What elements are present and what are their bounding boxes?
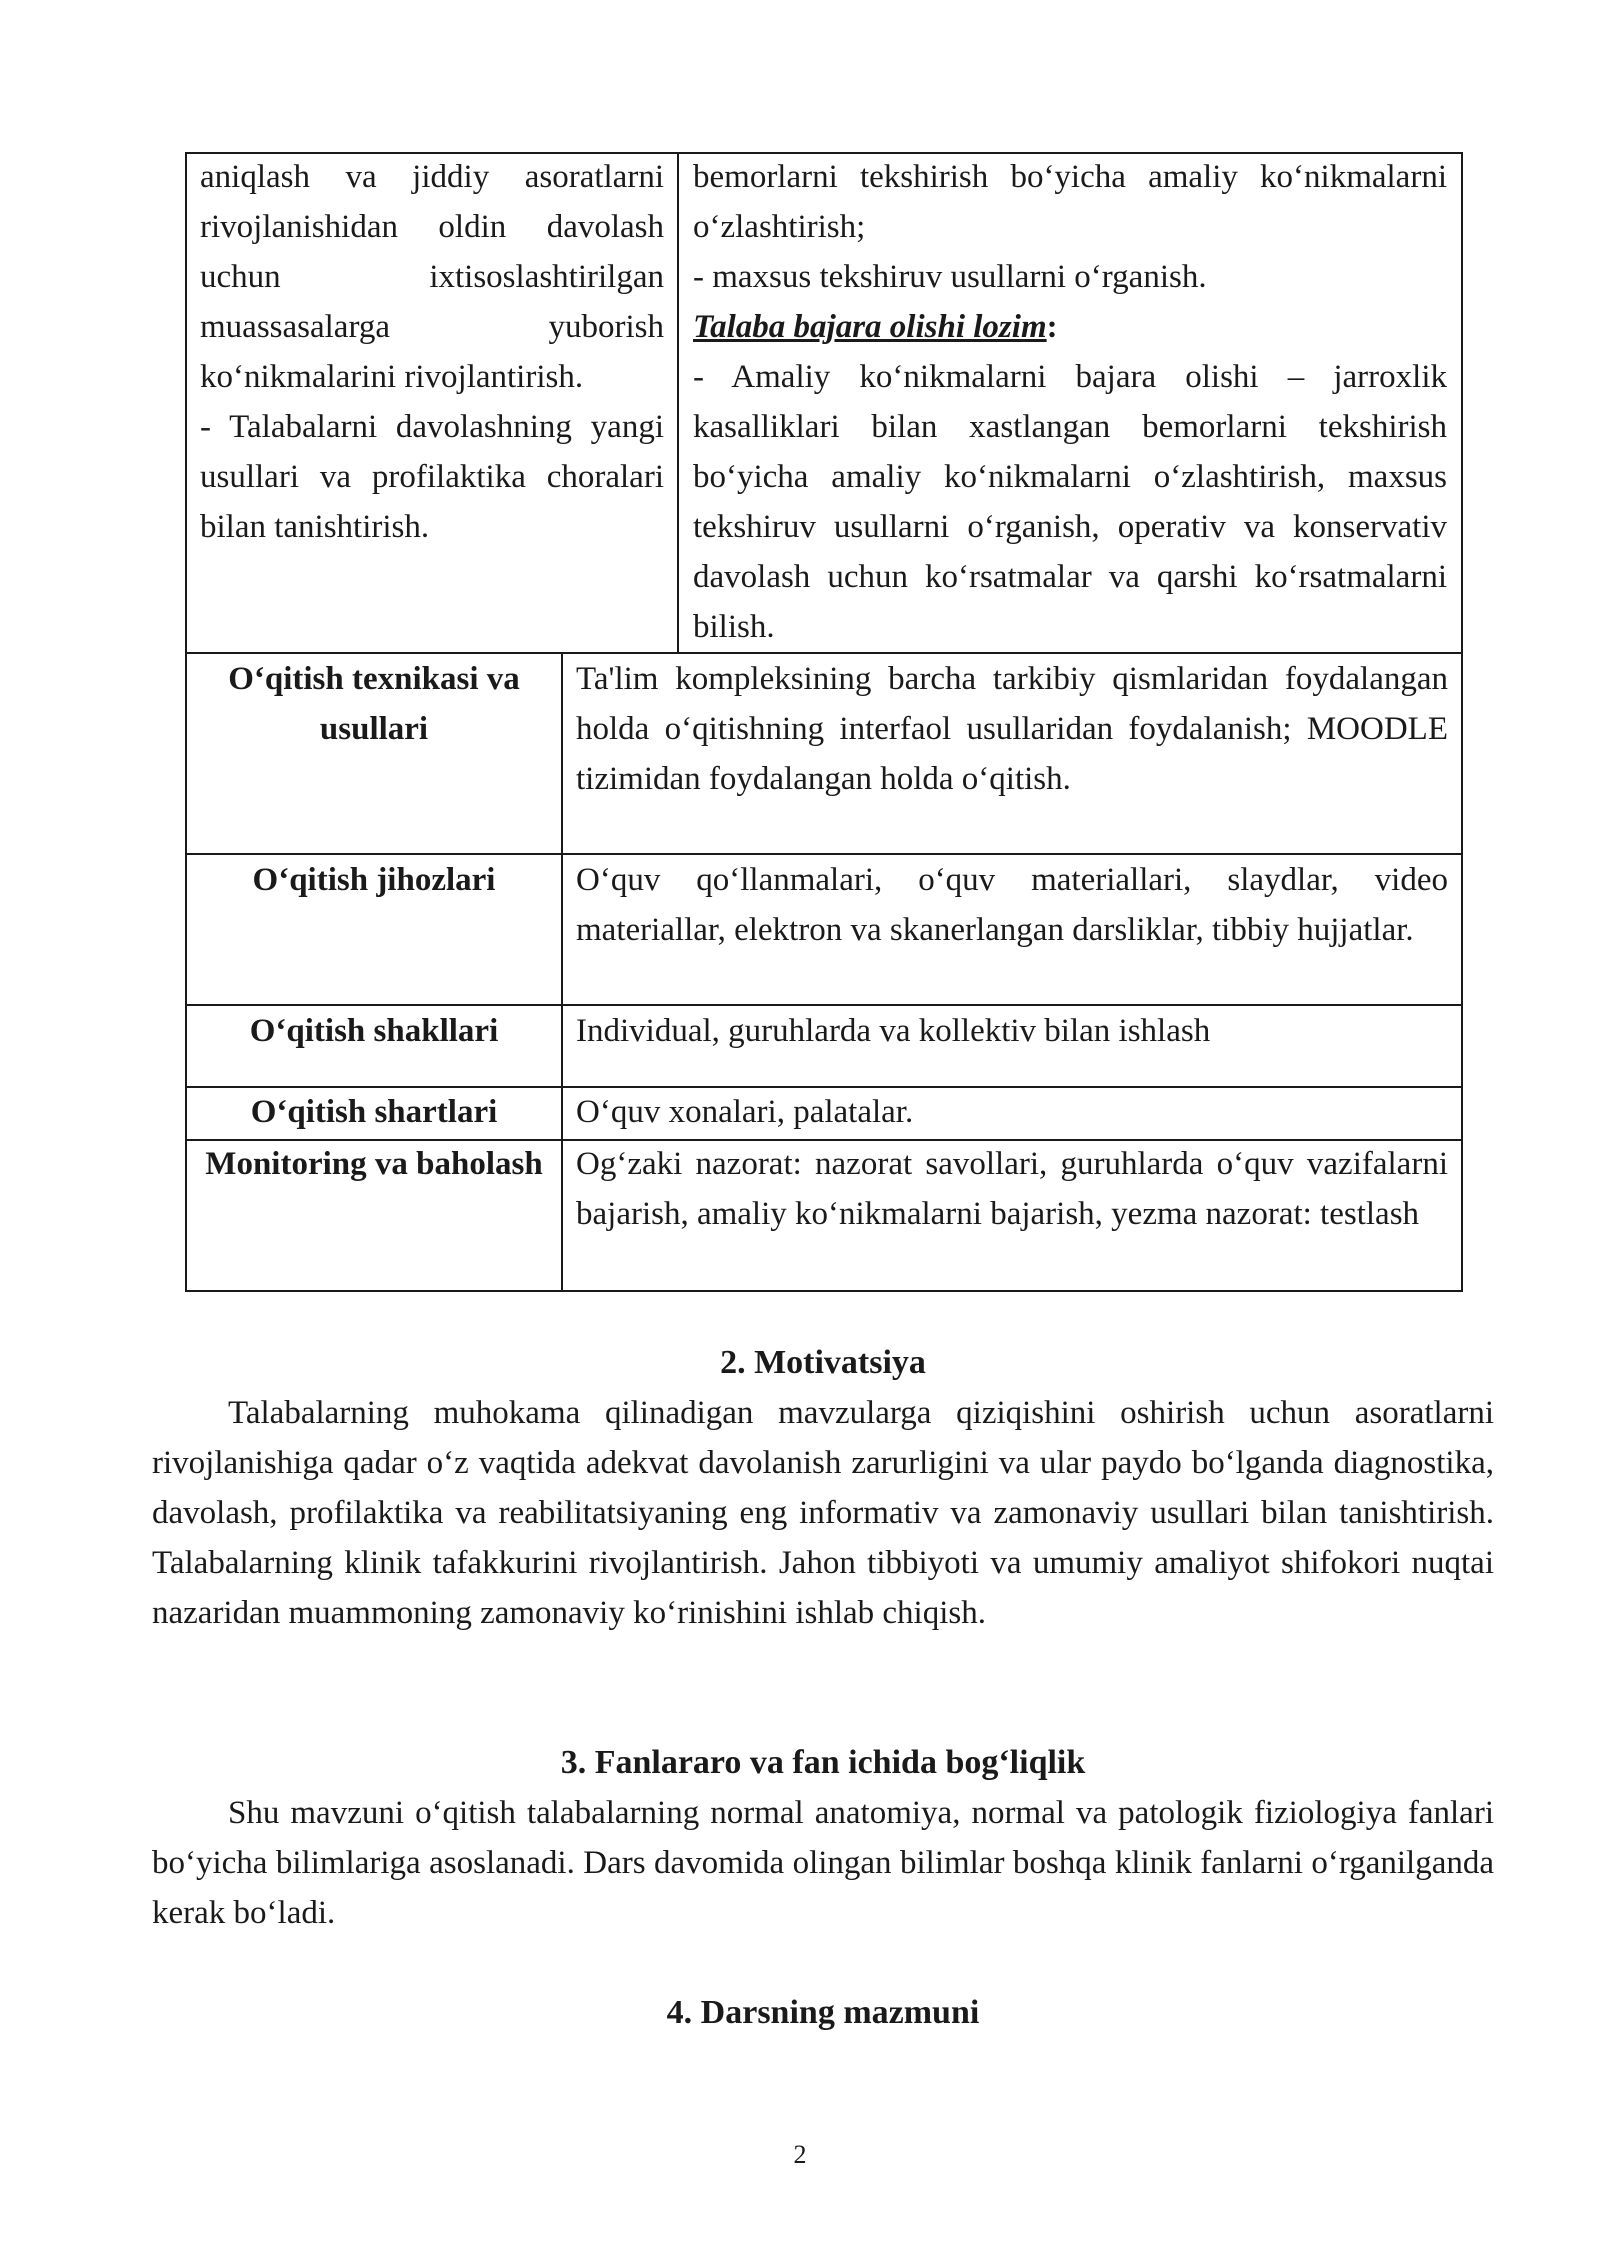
objective-text: bemorlarni tekshirish boʻyicha amaliy koʻnikmalarni oʻzlashtirish; [693, 159, 1447, 245]
student-requirements-heading: Talaba bajara olishi lozim: [693, 309, 1058, 345]
table-column-divider [677, 152, 679, 654]
table-row-value: Ogʻzaki nazorat: nazorat savollari, guruhlarda oʻquv vazifalarni bajarish, amaliy koʻnikmalarni bajarish, yezma nazorat: testlash [576, 1146, 1448, 1232]
table-cell-objectives-left [200, 152, 664, 552]
table-row-value: Oʻquv xonalari, palatalar. [576, 1094, 914, 1130]
table-border-bottom [185, 1290, 1463, 1292]
objective-text: - Talabalarni davolashning yangi usullari va profilaktika choralari bilan tanishtirish. [200, 409, 664, 545]
table-row-label: Oʻqitish shartlari [250, 1094, 498, 1130]
requirements-heading-text: Talaba bajara olishi lozim [693, 309, 1047, 345]
objective-text: aniqlash va jiddiy asoratlarni rivojlanishidan oldin davolash uchun ixtisoslashtirilgan muassasalarga yuborish koʻnikmalarini rivojlantirish. [200, 159, 664, 395]
section-heading: 3. Fanlararo va fan ichida bogʻliqlik [560, 1744, 1086, 1781]
page-number: 2 [793, 2140, 807, 2169]
table-row-value: Ta'lim kompleksining barcha tarkibiy qismlaridan foydalangan holda oʻqitishning interfaol usullaridan foydalanish; MOODLE tizimidan foydalangan holda oʻqitish. [576, 661, 1448, 797]
table-row-value: Individual, guruhlarda va kollektiv bilan ishlash [576, 1013, 1211, 1049]
section-heading: 4. Darsning mazmuni [666, 1994, 980, 2031]
objective-text: - maxsus tekshiruv usullarni oʻrganish. [693, 259, 1207, 295]
table-border-left [185, 152, 187, 1292]
section-paragraph: Talabalarning muhokama qilinadigan mavzularga qiziqishini oshirish uchun asoratlarni rivojlanishiga qadar oʻz vaqtida adekvat davolanish zarurligini va ular paydo boʻlganda diagnostika, davolash, profilaktika va reabilitatsiyaning eng informativ va zamonaviy usullari bilan tanishtirish. Talabalarning klinik tafakkurini rivojlantirish. Jahon tibbiyoti va umumiy amaliyot shifokori nuqtai nazaridan muammoning zamonaviy koʻrinishini ishlab chiqish. [152, 1395, 1494, 1631]
table-cell-objectives-right [693, 152, 1447, 652]
section-heading: 2. Motivatsiya [720, 1344, 926, 1381]
table-row-value: Oʻquv qoʻllanmalari, oʻquv materiallari, slaydlar, video materiallar, elektron va skanerlangan darsliklar, tibbiy hujjatlar. [576, 862, 1448, 948]
table-row-label: Oʻqitish shakllari [249, 1013, 499, 1049]
table-row-label: Monitoring va baholash [205, 1146, 543, 1182]
table-row-label: Oʻqitish jihozlari [252, 862, 496, 898]
table-row-label: Oʻqitish texnikasi va usullari [228, 661, 520, 747]
table-border-right [1461, 152, 1463, 1292]
objective-text: - Amaliy koʻnikmalarni bajara olishi – jarroxlik kasalliklari bilan xastlangan bemorlarni tekshirish boʻyicha amaliy koʻnikmalarni oʻzlashtirish, maxsus tekshiruv usullarni oʻrganish, operativ va konservativ davolash uchun koʻrsatmalar va qarshi koʻrsatmalarni bilish. [693, 359, 1447, 645]
section-paragraph: Shu mavzuni oʻqitish talabalarning normal anatomiya, normal va patologik fiziologiya fanlari boʻyicha bilimlariga asoslanadi. Dars davomida olingan bilimlar boshqa klinik fanlarni oʻrganilganda kerak boʻladi. [152, 1795, 1494, 1931]
table-column-divider [561, 652, 563, 1292]
